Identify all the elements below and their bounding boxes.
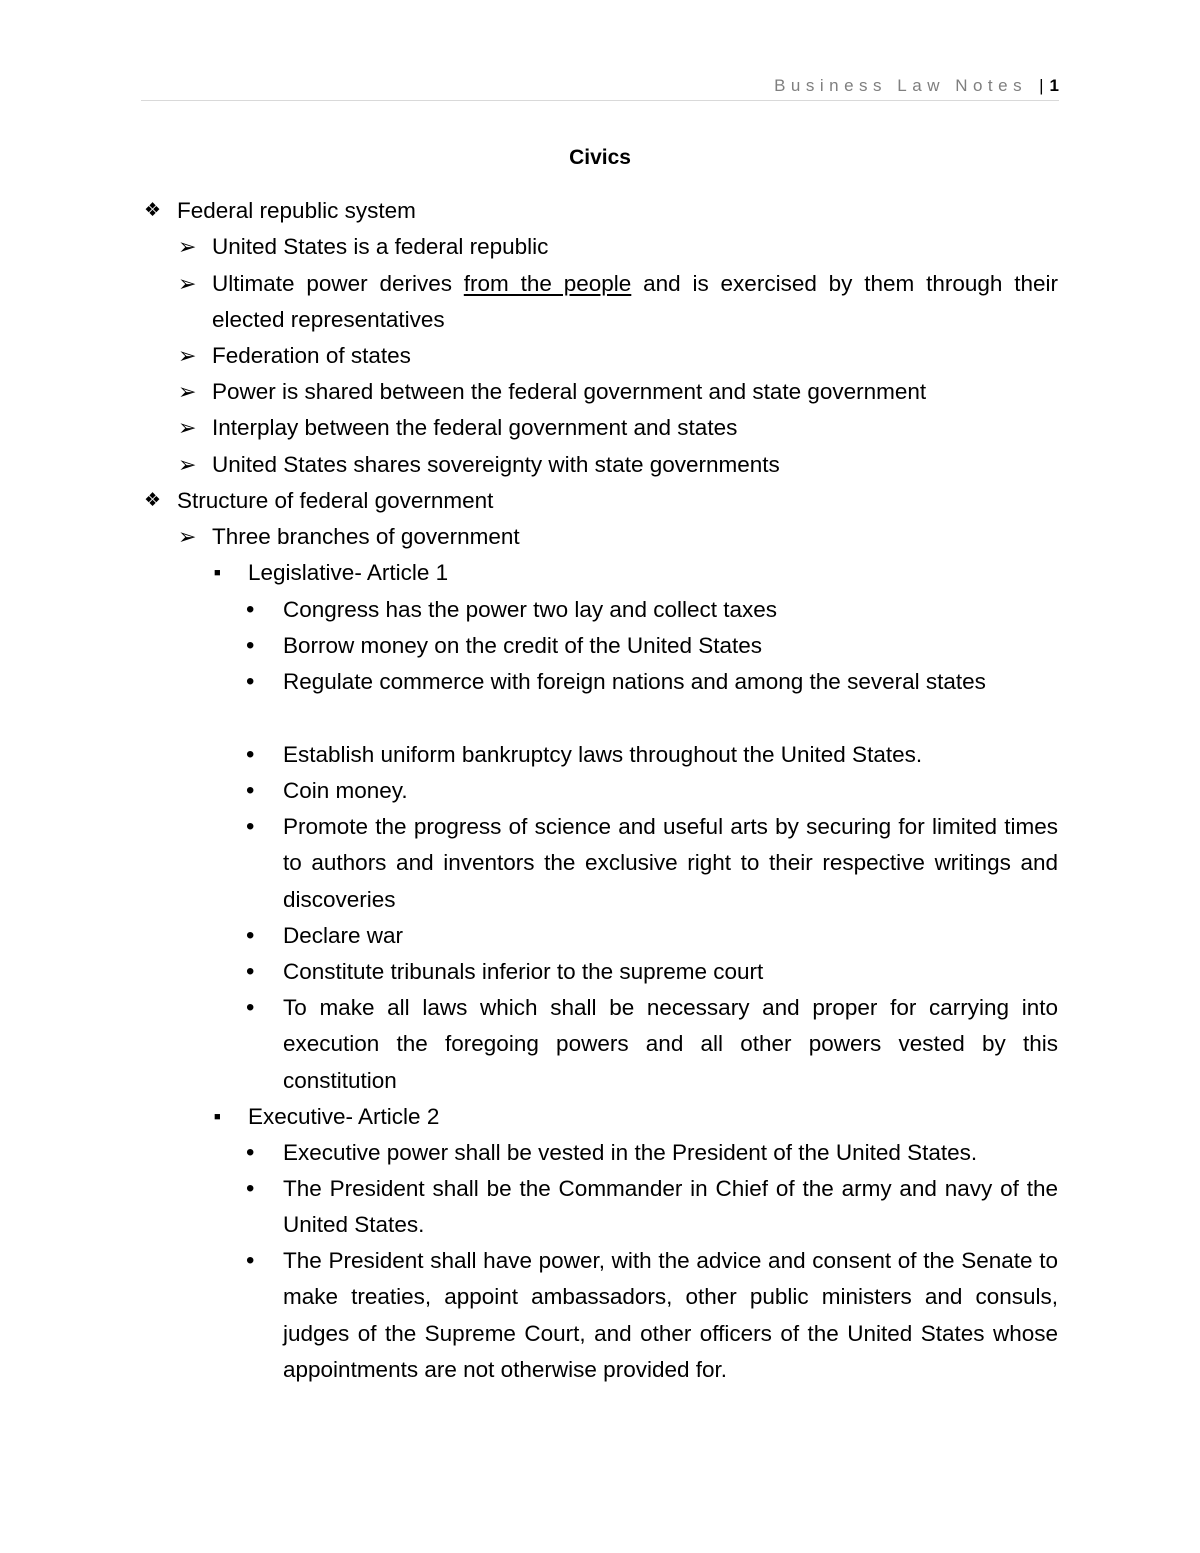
arrow-bullet-icon: ➢ bbox=[178, 524, 197, 549]
subsection-heading: Executive- Article 2 bbox=[248, 1104, 440, 1129]
dot-bullet-icon: • bbox=[246, 1247, 255, 1274]
list-item: Power is shared between the federal government and state government bbox=[212, 379, 927, 404]
section-heading: Structure of federal government bbox=[177, 488, 494, 513]
list-item: Constitute tribunals inferior to the supreme court bbox=[283, 959, 764, 984]
arrow-bullet-icon: ➢ bbox=[178, 379, 197, 404]
list-item: Establish uniform bankruptcy laws throughout the United States. bbox=[283, 742, 923, 767]
square-bullet-icon: ■ bbox=[214, 567, 221, 579]
dot-bullet-icon: • bbox=[246, 958, 255, 985]
arrow-bullet-icon: ➢ bbox=[178, 271, 197, 296]
subsection-heading: Legislative- Article 1 bbox=[248, 560, 449, 585]
list-item: Executive power shall be vested in the President of the United States. bbox=[283, 1140, 978, 1165]
list-item: Coin money. bbox=[283, 778, 408, 803]
list-item: The President shall have power, with the advice and consent of the Senate to make treaties, appoint ambassadors, other public ministers and consuls, judges of the Supreme Court, and other officers of the United States whose appointments are not otherwise provided for. bbox=[283, 1248, 1058, 1382]
list-item: Congress has the power two lay and collect taxes bbox=[283, 597, 778, 622]
diamond-bullet-icon: ❖ bbox=[144, 200, 162, 221]
arrow-bullet-icon: ➢ bbox=[178, 234, 197, 259]
document-title: Civics bbox=[569, 146, 631, 169]
dot-bullet-icon: • bbox=[246, 1175, 255, 1202]
list-item: Three branches of government bbox=[212, 524, 520, 549]
arrow-bullet-icon: ➢ bbox=[178, 452, 197, 477]
dot-bullet-icon: • bbox=[246, 668, 255, 695]
list-item: Declare war bbox=[283, 923, 404, 948]
page-header bbox=[141, 72, 1059, 101]
dot-bullet-icon: • bbox=[246, 813, 255, 840]
section-heading: Federal republic system bbox=[177, 198, 416, 223]
list-item: Promote the progress of science and useful arts by securing for limited times to authors and inventors the exclusive right to their respective writings and discoveries bbox=[283, 814, 1058, 912]
square-bullet-icon: ■ bbox=[214, 1111, 221, 1123]
list-item: To make all laws which shall be necessary and proper for carrying into execution the foregoing powers and all other powers vested by this constitution bbox=[283, 995, 1058, 1093]
underlined-phrase: from the people bbox=[463, 271, 632, 296]
dot-bullet-icon: • bbox=[246, 596, 255, 623]
list-item: Federation of states bbox=[212, 343, 411, 368]
arrow-bullet-icon: ➢ bbox=[178, 415, 197, 440]
list-item: Regulate commerce with foreign nations and among the several states bbox=[283, 669, 986, 694]
list-item: Borrow money on the credit of the United States bbox=[283, 633, 763, 658]
list-item: Interplay between the federal government and states bbox=[212, 415, 738, 440]
header-separator: | bbox=[1039, 76, 1044, 95]
dot-bullet-icon: • bbox=[246, 741, 255, 768]
header-title: Business Law Notes bbox=[774, 76, 1028, 95]
list-item: The President shall be the Commander in Chief of the army and navy of the United States. bbox=[283, 1176, 1058, 1238]
dot-bullet-icon: • bbox=[246, 994, 255, 1021]
dot-bullet-icon: • bbox=[246, 777, 255, 804]
dot-bullet-icon: • bbox=[246, 1139, 255, 1166]
list-item: United States shares sovereignty with state governments bbox=[212, 452, 780, 477]
diamond-bullet-icon: ❖ bbox=[144, 490, 162, 511]
dot-bullet-icon: • bbox=[246, 632, 255, 659]
page-number: 1 bbox=[1049, 76, 1059, 95]
list-item: United States is a federal republic bbox=[212, 234, 549, 259]
arrow-bullet-icon: ➢ bbox=[178, 343, 197, 368]
list-item: Ultimate power derives from the people and is exercised by them through their elected representatives bbox=[212, 271, 1058, 333]
dot-bullet-icon: • bbox=[246, 922, 255, 949]
